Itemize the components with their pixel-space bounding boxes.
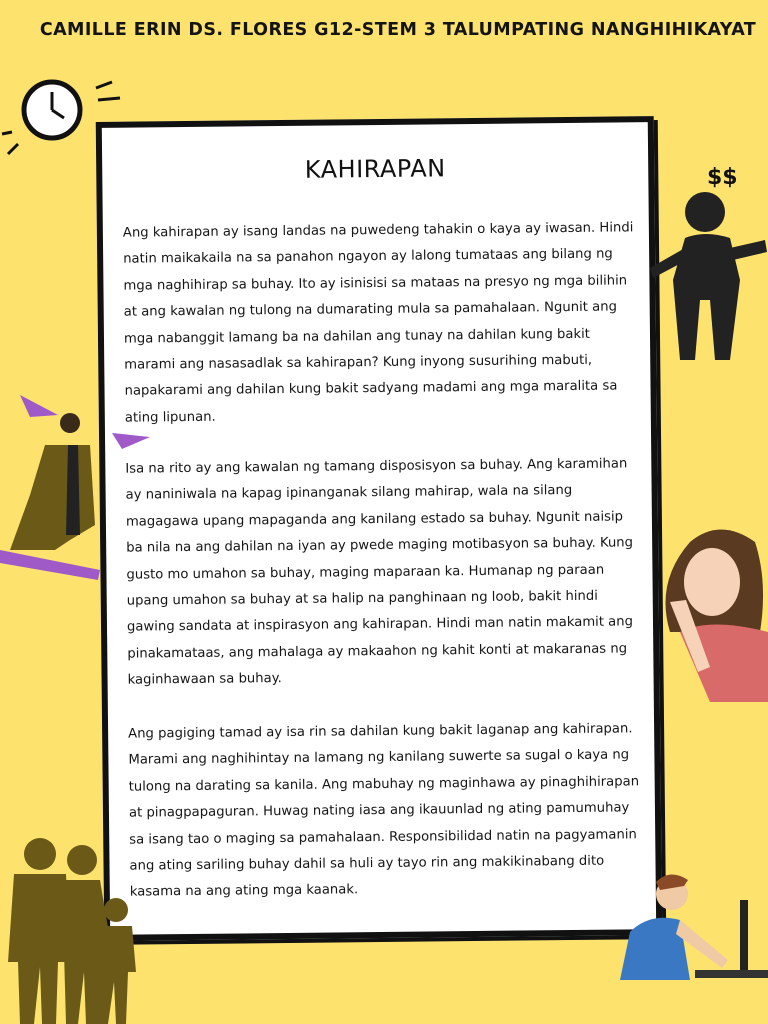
family-icon [0, 832, 150, 1024]
paragraph-1: Ang kahirapan ay isang landas na puwedeng tahakin o kaya ay iwasan. Hindi natin maikakaila na sa panahon ngayon ay lalong tumataas ang bilang ng mga naghihirap sa buhay. Ito ay isinisisi sa mataas na presyo ng mga bilihin at ang kawalan ng tulong na dumarating mula sa pamahalaan. Ngunit ang mga nabanggit lamang ba na dahilan ang tunay na dahilan kung bakit marami ang nasasadlak sa kahirapan? Kung inyong susurihing mabuti, napakarami ang dahilan kung bakit sadyang madami ang mga maralita sa ating lipunan. [122, 220, 634, 426]
document-title: KAHIRAPAN [304, 154, 446, 184]
money-label: $$ [707, 165, 738, 190]
man-paper-plane-icon [0, 375, 150, 585]
page-header: CAMILLE ERIN DS. FLORES G12-STEM 3 TALUMPATING NANGHIHIKAYAT [39, 20, 757, 40]
tired-person-computer-icon [610, 872, 768, 987]
document-paper [96, 116, 663, 941]
paragraph-2: Isa na rito ay ang kawalan ng tamang disposisyon sa buhay. Ang karamihan ay naniniwala na kapag ipinanganak silang mahirap, wala na silang magagawa upang mapaganda ang kanilang estado sa buhay. Ngunit naisip ba nila na ang dahilan na iyan ay pwede maging motibasyon sa buhay. Kung gusto mo umahon sa buhay, maging maparaan ka. Humanap ng paraan upang umahon sa buhay at sa halip na panghinaan ng loob, bakit hindi gawing sandata at inspirasyon ang kahirapan. Hindi man natin makamit ang pinakamataas, ang mahalaga ay makaahon ng kahit konti at makaranas ng kaginhawaan sa buhay. [125, 456, 634, 688]
paragraph-3: Ang pagiging tamad ay isa rin sa dahilan kung bakit laganap ang kahirapan. Marami ang naghihintay na lamang ng kanilang suwerte sa sugal o kaya ng tulong na darating sa kanila. Ang mabuhay ng maginhawa ay pinaghihirapan at pinagpapaguran. Huwag nating iasa ang ikauunlad ng ating pamumuhay sa isang tao o maging sa pamahalaan. Responsibilidad natin na pagyamanin ang ating sariling buhay dahil sa huli ay tayo rin ang makikinabang dito kasama na ang ating mga kaanak. [128, 721, 640, 901]
stressed-person-icon [645, 160, 768, 370]
thinking-woman-icon [650, 522, 768, 702]
